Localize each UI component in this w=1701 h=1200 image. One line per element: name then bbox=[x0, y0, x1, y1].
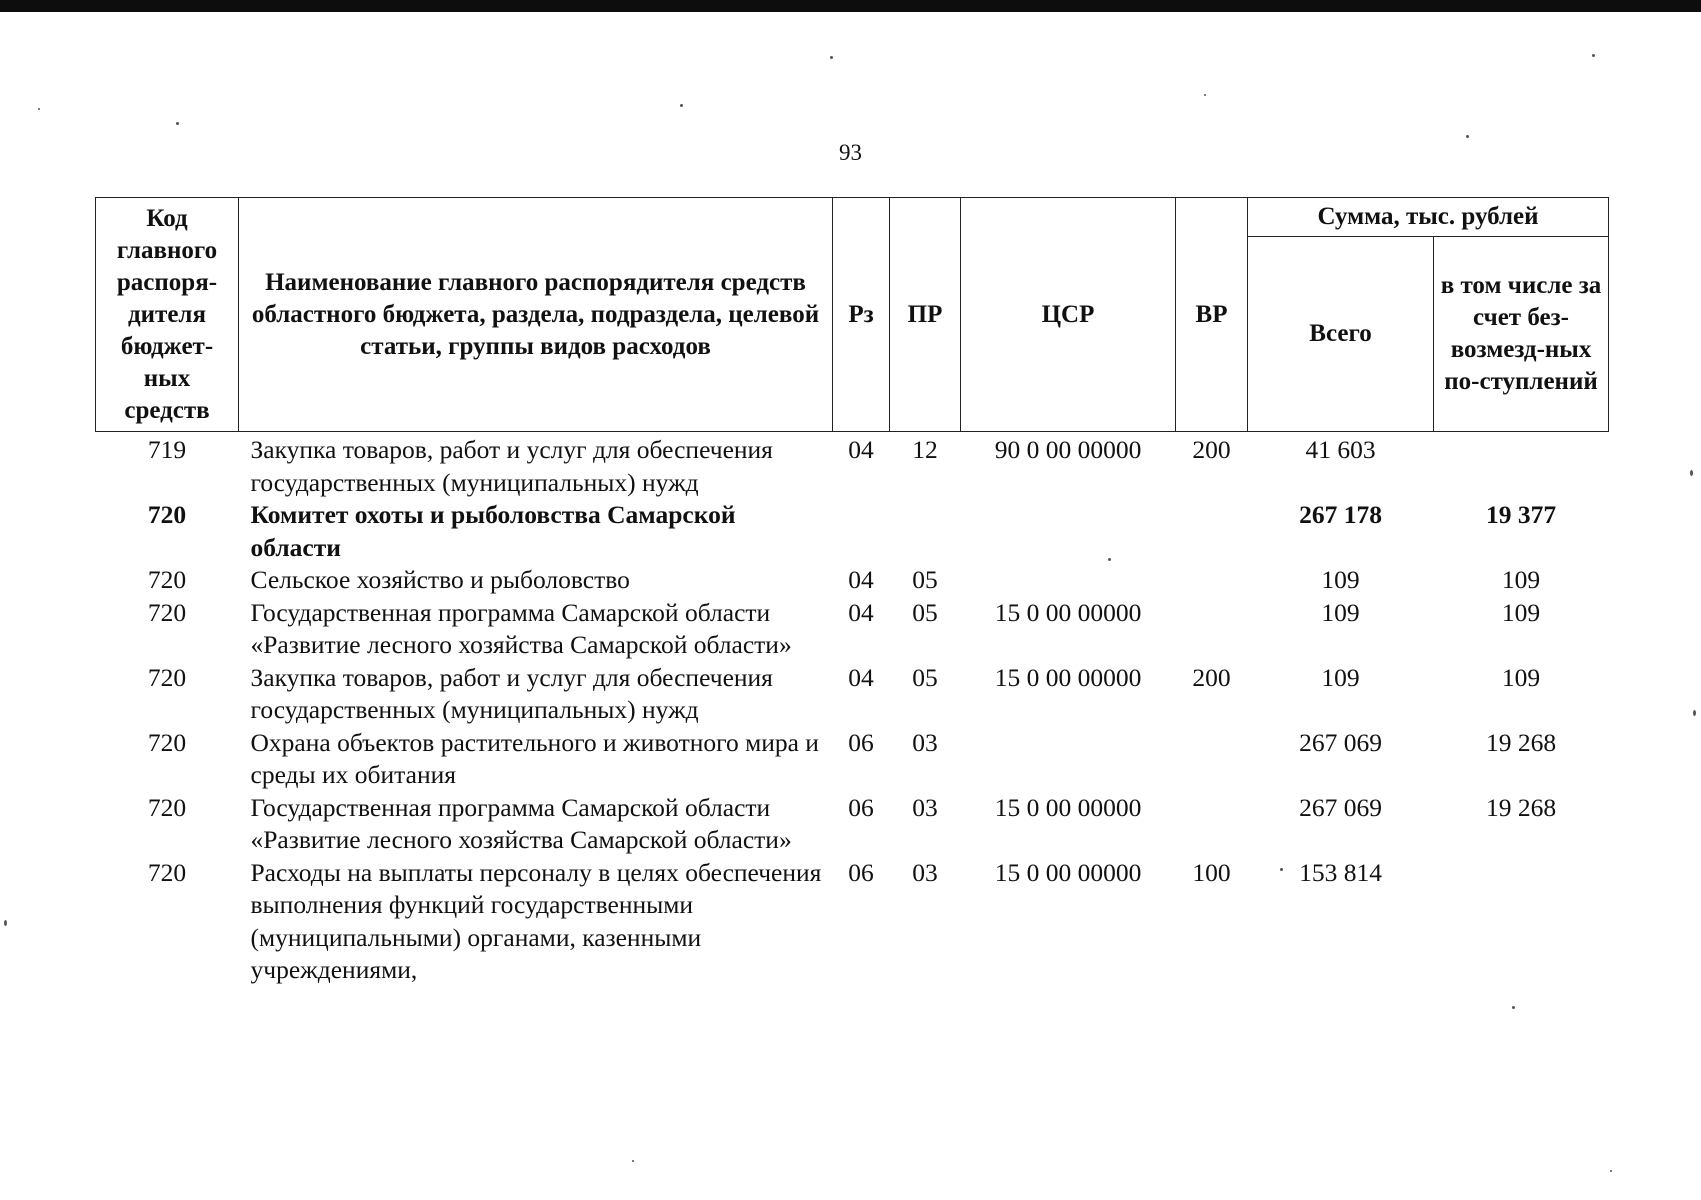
cell-incl: 19 377 bbox=[1485, 500, 1557, 529]
table-row bbox=[96, 597, 1609, 662]
cell-incl: 109 bbox=[1501, 662, 1541, 692]
scan-speck bbox=[1204, 94, 1206, 96]
cell-rz: 04 bbox=[848, 435, 874, 464]
header-pr: ПР bbox=[890, 198, 961, 432]
cell-total: 109 bbox=[1321, 565, 1360, 594]
scan-speck bbox=[1610, 1170, 1612, 1172]
cell-pr: 03 bbox=[912, 857, 938, 887]
header-name: Наименование главного распорядителя средств областного бюджета, раздела, подраздела, целевой статьи, группы видов расходов bbox=[239, 198, 833, 432]
scan-speck bbox=[830, 56, 833, 59]
cell-csr bbox=[961, 499, 1176, 564]
cell-vr: 200 bbox=[1192, 435, 1231, 464]
table-row bbox=[96, 662, 1609, 727]
scan-speck bbox=[4, 920, 7, 926]
cell-total: 109 bbox=[1321, 597, 1360, 627]
scan-speck bbox=[1280, 868, 1283, 871]
cell-name: Расходы на выплаты персоналу в целях обеспечения выполнения функций государственными (муниципальными) органами, казенными учреждениями, bbox=[250, 857, 822, 984]
cell-code: 720 bbox=[147, 565, 187, 594]
cell-vr bbox=[1176, 792, 1248, 857]
cell-code: 720 bbox=[147, 500, 187, 529]
cell-vr bbox=[1176, 499, 1248, 564]
table-row bbox=[96, 564, 1609, 597]
cell-csr: 90 0 00 00000 bbox=[994, 435, 1142, 464]
cell-csr bbox=[961, 727, 1176, 792]
cell-total: 267 069 bbox=[1299, 792, 1382, 822]
cell-csr bbox=[961, 564, 1176, 597]
cell-csr: 15 0 00 00000 bbox=[994, 597, 1142, 627]
cell-rz: 06 bbox=[848, 727, 874, 757]
scan-speck bbox=[38, 108, 40, 110]
cell-code: 720 bbox=[147, 727, 187, 757]
table-row bbox=[96, 727, 1609, 792]
cell-vr bbox=[1176, 597, 1248, 662]
cell-pr: 03 bbox=[912, 792, 938, 822]
cell-pr: 05 bbox=[912, 597, 938, 627]
cell-rz: 06 bbox=[848, 857, 874, 887]
table-row bbox=[96, 432, 1609, 500]
cell-code: 720 bbox=[147, 597, 187, 627]
cell-name: Закупка товаров, работ и услуг для обеспечения государственных (муниципальных) нужд bbox=[250, 435, 773, 497]
cell-csr: 15 0 00 00000 bbox=[994, 857, 1142, 887]
cell-rz: 06 bbox=[848, 792, 874, 822]
header-csr: ЦСР bbox=[961, 198, 1176, 432]
header-vr: ВР bbox=[1176, 198, 1248, 432]
cell-incl bbox=[1434, 857, 1609, 987]
cell-code: 720 bbox=[147, 857, 187, 887]
cell-vr: 100 bbox=[1192, 857, 1231, 887]
scan-speck bbox=[680, 104, 683, 107]
table-row bbox=[96, 792, 1609, 857]
header-code: Код главного распоря-дителя бюджет-ных средств bbox=[96, 198, 239, 432]
scan-speck bbox=[1512, 1006, 1515, 1009]
header-rz: Рз bbox=[833, 198, 890, 432]
table-row bbox=[96, 857, 1609, 987]
cell-rz bbox=[833, 499, 890, 564]
cell-total: 153 814 bbox=[1299, 857, 1382, 887]
cell-rz: 04 bbox=[848, 662, 874, 692]
cell-vr bbox=[1176, 564, 1248, 597]
cell-vr bbox=[1176, 727, 1248, 792]
page-number: 93 bbox=[839, 140, 862, 165]
scan-speck bbox=[632, 1160, 634, 1162]
cell-name: Закупка товаров, работ и услуг для обеспечения государственных (муниципальных) нужд bbox=[250, 662, 773, 724]
table-body bbox=[96, 432, 1609, 987]
cell-pr: 05 bbox=[912, 565, 938, 594]
header-sum: Сумма, тыс. рублей bbox=[1248, 198, 1609, 237]
scan-speck bbox=[1466, 135, 1469, 138]
cell-name: Государственная программа Самарской области «Развитие лесного хозяйства Самарской области» bbox=[250, 597, 792, 659]
header-total: Всего bbox=[1248, 237, 1434, 432]
scan-speck bbox=[1690, 470, 1693, 476]
cell-csr: 15 0 00 00000 bbox=[994, 662, 1142, 692]
cell-code: 720 bbox=[147, 662, 187, 692]
cell-name: Государственная программа Самарской области «Развитие лесного хозяйства Самарской области» bbox=[250, 792, 792, 854]
scan-speck bbox=[1693, 710, 1696, 716]
cell-total: 109 bbox=[1321, 662, 1360, 692]
table-row bbox=[96, 499, 1609, 564]
cell-pr: 12 bbox=[912, 435, 938, 464]
cell-pr: 05 bbox=[912, 662, 938, 692]
cell-incl: 109 bbox=[1501, 565, 1541, 594]
cell-pr: 03 bbox=[912, 727, 938, 757]
cell-incl: 19 268 bbox=[1485, 792, 1557, 822]
cell-rz: 04 bbox=[848, 597, 874, 627]
cell-name: Комитет охоты и рыболовства Самарской области bbox=[250, 500, 736, 562]
scan-speck bbox=[176, 122, 179, 125]
table-header bbox=[96, 198, 1609, 432]
cell-code: 719 bbox=[147, 435, 187, 464]
cell-name: Охрана объектов растительного и животного мира и среды их обитания bbox=[250, 727, 819, 789]
budget-table bbox=[95, 197, 1609, 987]
scan-top-border bbox=[0, 0, 1701, 12]
header-incl: в том числе за счет без-возмезд-ных по-ступлений bbox=[1434, 237, 1609, 432]
cell-incl: 109 bbox=[1501, 597, 1541, 627]
cell-incl: 19 268 bbox=[1485, 727, 1557, 757]
cell-code: 720 bbox=[147, 792, 187, 822]
scan-speck bbox=[1592, 54, 1595, 57]
cell-pr bbox=[890, 499, 961, 564]
scan-speck bbox=[1108, 558, 1111, 561]
cell-total: 41 603 bbox=[1305, 435, 1376, 464]
cell-vr: 200 bbox=[1192, 662, 1231, 692]
cell-incl bbox=[1434, 432, 1609, 500]
cell-rz: 04 bbox=[848, 565, 874, 594]
cell-total: 267 069 bbox=[1299, 727, 1382, 757]
cell-name: Сельское хозяйство и рыболовство bbox=[250, 565, 630, 594]
cell-total: 267 178 bbox=[1299, 500, 1382, 529]
cell-csr: 15 0 00 00000 bbox=[994, 792, 1142, 822]
